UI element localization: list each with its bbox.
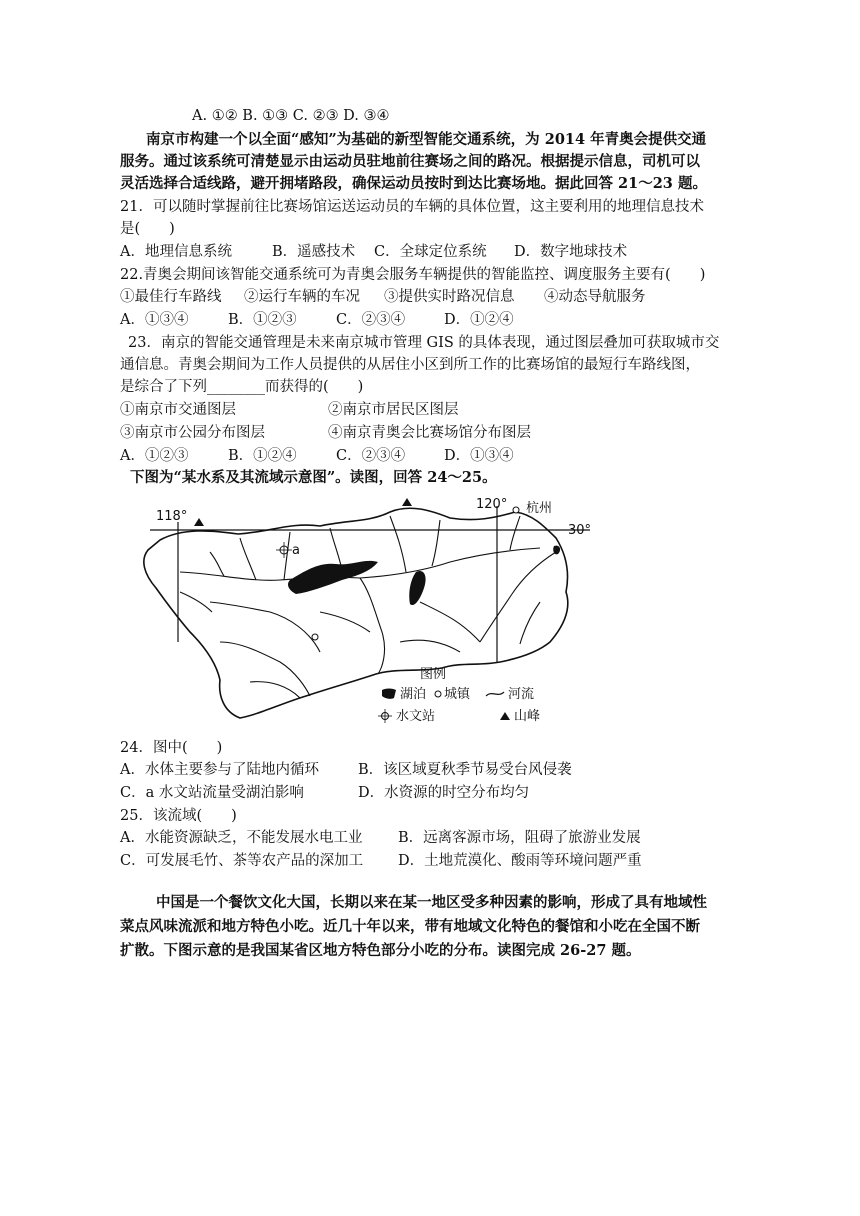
legend-lake-icon <box>382 689 396 699</box>
q24-option-a: A．水体主要参与了陆地内循环 <box>120 762 319 778</box>
q22-option-c: C．②③④ <box>336 312 406 328</box>
peak-icon <box>194 518 204 526</box>
town-hangzhou-icon <box>513 507 519 513</box>
q23-stem-line3: 是综合了下列________而获得的( ) <box>120 379 364 395</box>
legend-lake-label: 湖泊 <box>400 687 427 702</box>
q21-option-d: D．数字地球技术 <box>514 244 628 260</box>
passage1-line2: 服务。通过该系统可清楚显示由运动员驻地前往赛场之间的路况。根据提示信息，司机可以 <box>120 153 700 170</box>
q24-options-row1 <box>120 760 572 780</box>
q22-items <box>120 287 646 307</box>
q23-items-row1 <box>120 400 459 420</box>
q23-item-1: ①南京市交通图层 <box>120 402 236 418</box>
q24-option-b: B．该区域夏秋季节易受台风侵袭 <box>358 762 572 778</box>
q25-options-row1 <box>120 828 641 848</box>
legend-title: 图例 <box>420 667 447 682</box>
lake-east <box>409 571 425 605</box>
q22-stem: 22.青奥会期间该智能交通系统可为青奥会服务车辆提供的智能监控、调度服务主要有( ) <box>120 267 706 283</box>
q24-options-row2 <box>120 783 529 803</box>
river-basin-map <box>120 492 620 724</box>
legend-peak-icon <box>500 712 510 720</box>
river-network <box>180 516 556 698</box>
q25-options-row2 <box>120 851 642 871</box>
town-icon <box>312 634 318 640</box>
q23-stem-line2: 通信息。青奥会期间为工作人员提供的从居住小区到所工作的比赛场馆的最短行车路线图， <box>120 357 700 373</box>
q23-options <box>120 446 514 466</box>
q24-option-d: D．水资源的时空分布均匀 <box>358 785 530 801</box>
legend-station-icon <box>378 709 392 723</box>
legend-town-icon <box>435 691 441 697</box>
passage2-line3: 扩散。下图示意的是我国某省区地方特色部分小吃的分布。读图完成 26-27 题。 <box>120 942 641 959</box>
q22-option-b: B．①②③ <box>228 312 297 328</box>
q24-option-c: C．a 水文站流量受湖泊影响 <box>120 785 304 801</box>
q23-item-3: ③南京市公园分布图层 <box>120 425 265 441</box>
legend-town-label: 城镇 <box>444 687 471 702</box>
q25-stem: 25．该流域( ) <box>120 808 237 824</box>
q22-item-4: ④动态导航服务 <box>544 289 646 305</box>
legend-peak-label: 山峰 <box>514 709 541 724</box>
q23-option-c: C．②③④ <box>336 448 406 464</box>
q21-options <box>120 242 627 262</box>
legend-river-label: 河流 <box>508 687 535 702</box>
q23-option-b: B．①②④ <box>228 448 297 464</box>
basin-boundary <box>144 508 568 718</box>
q22-option-d: D．①②④ <box>444 312 514 328</box>
q25-option-d: D．土地荒漠化、酸雨等环境问题严重 <box>398 853 642 869</box>
q22-item-1: ①最佳行车路线 <box>120 289 222 305</box>
q25-option-c: C．可发展毛竹、茶等农产品的深加工 <box>120 853 364 869</box>
q23-option-d: D．①③④ <box>444 448 514 464</box>
q23-item-2: ②南京市居民区图层 <box>328 402 459 418</box>
passage1-line1: 南京市构建一个以全面“感知”为基础的新型智能交通系统，为 2014 年青奥会提供交通 <box>146 131 707 148</box>
q23-item-4: ④南京青奥会比赛场馆分布图层 <box>328 425 531 441</box>
lon-118-label: 118° <box>156 509 188 524</box>
q21-stem-line2: 是( ) <box>120 221 175 237</box>
q22-options <box>120 310 514 330</box>
q23-items-row2 <box>120 423 531 443</box>
q21-option-a: A．地理信息系统 <box>120 244 232 260</box>
q22-item-2: ②运行车辆的车况 <box>244 289 360 305</box>
q25-option-b: B．远离客源市场，阻碍了旅游业发展 <box>398 830 641 846</box>
map-intro: 下图为“某水系及其流域示意图”。读图，回答 24～25。 <box>130 469 497 486</box>
passage2-line2: 菜点风味流派和地方特色小吃。近几十年以来，带有地域文化特色的餐馆和小吃在全国不断 <box>120 918 700 935</box>
q23-stem-line1: 23．南京的智能交通管理是未来南京城市管理 GIS 的具体表现，通过图层叠加可获取城市交 <box>128 335 720 351</box>
q21-option-c: C．全球定位系统 <box>374 244 487 260</box>
q24-stem: 24．图中( ) <box>120 740 223 756</box>
station-a-icon <box>276 542 292 558</box>
legend-river-icon <box>486 692 504 696</box>
city-hangzhou-label: 杭州 <box>526 501 553 516</box>
q22-option-a: A．①③④ <box>120 312 189 328</box>
passage1-line3: 灵活选择合适线路，避开拥堵路段，确保运动员按时到达比赛场地。据此回答 21～23 题。 <box>120 175 707 192</box>
legend-station-label: 水文站 <box>396 709 436 724</box>
station-a-label: a <box>292 543 300 558</box>
q25-option-a: A．水能资源缺乏，不能发展水电工业 <box>120 830 363 846</box>
lake-small <box>553 546 560 555</box>
q22-item-3: ③提供实时路况信息 <box>384 289 515 305</box>
q21-option-b: B．遥感技术 <box>272 244 356 260</box>
lon-120-label: 120° <box>476 497 508 512</box>
peak-icon <box>402 498 412 506</box>
lat-30-label: 30° <box>568 523 592 538</box>
passage2-line1: 中国是一个餐饮文化大国，长期以来在某一地区受多种因素的影响，形成了具有地域性 <box>156 894 707 911</box>
q23-option-a: A．①②③ <box>120 448 189 464</box>
q21-stem-line1: 21．可以随时掌握前往比赛场馆运送运动员的车辆的具体位置，这主要利用的地理信息技术 <box>120 199 704 215</box>
q20-options: A. ①② B. ①③ C. ②③ D. ③④ <box>192 108 390 124</box>
